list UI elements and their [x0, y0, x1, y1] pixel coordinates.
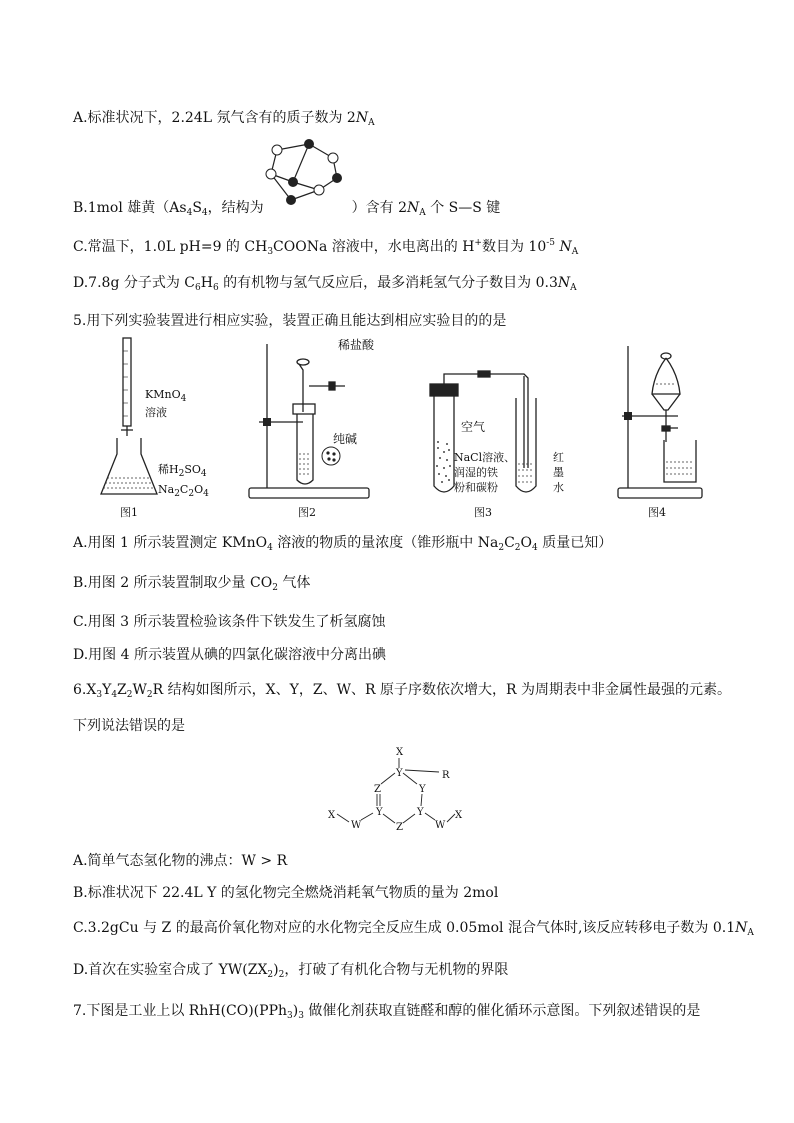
label-text: O	[194, 483, 204, 496]
option-4c	[73, 233, 578, 262]
stem-text: 7.下图是工业上以 RhH(CO)(PPh	[73, 1003, 288, 1019]
option-text: ，打破了有机化合物与无机物的界限	[284, 962, 509, 978]
option-text: 个 S—S 键	[430, 200, 501, 216]
option-5c: C.用图 3 所示装置检验该条件下铁发生了析氢腐蚀	[73, 614, 386, 630]
svg-text:X: X	[455, 810, 463, 821]
subscript: 4	[203, 489, 209, 499]
label-text: 水	[553, 481, 564, 494]
option-6d	[73, 960, 508, 985]
subscript: 6	[195, 283, 201, 293]
fig1-label-kmno4	[145, 388, 186, 420]
stem-text: 做催化剂获取直链醛和醇的催化循环示意图。下列叙述错误的是	[303, 1003, 701, 1019]
na-symbol: N	[355, 110, 369, 126]
option-text: B.用图 2 所示装置制取少量 CO	[73, 575, 273, 591]
label-text: C	[179, 483, 189, 496]
subscript: 4	[186, 208, 193, 218]
na-symbol: N	[735, 920, 748, 936]
na-symbol: N	[559, 239, 572, 255]
svg-text:X: X	[328, 810, 336, 821]
svg-text:Z: Z	[374, 784, 381, 795]
option-text: C.常温下，1.0L pH=9 的 CH	[73, 239, 268, 255]
subscript: 2	[514, 543, 521, 553]
fig3-label-air: 空气	[461, 420, 486, 434]
na-subscript: A	[368, 118, 375, 128]
svg-text:Y: Y	[376, 807, 383, 818]
fig4-caption: 图4	[648, 506, 666, 519]
svg-text:Y: Y	[419, 784, 426, 795]
figure-4-separatory-funnel	[612, 344, 712, 502]
subscript: 4	[201, 208, 208, 218]
subscript: 4	[532, 543, 538, 553]
option-5d: D.用图 4 所示装置从碘的四氯化碳溶液中分离出碘	[73, 647, 386, 663]
fig1-caption: 图1	[120, 506, 138, 519]
subscript: 2	[146, 690, 153, 700]
option-text: 的有机物与氢气反应后，最多消耗氢气分子数目为 0.3	[218, 275, 558, 291]
na-subscript: A	[571, 247, 579, 257]
stem-text: Z	[117, 682, 127, 698]
subscript: 4	[200, 469, 207, 479]
option-text: 质量已知）	[537, 535, 613, 551]
question-6-stem	[73, 680, 731, 705]
option-text: C.3.2gCu 与 Z 的最高价氧化物对应的水化物完全反应生成 0.05mol 混合气体时,该反应转移电子数为 0.1	[73, 920, 736, 936]
subscript: 3	[267, 247, 274, 257]
label-text: NaCl溶液、	[454, 451, 516, 464]
option-text: ）含有 2	[351, 200, 407, 216]
option-text: 数目为 10	[481, 239, 547, 255]
label-text: 红	[553, 451, 564, 464]
label-text: KMnO	[145, 388, 181, 401]
stem-text: )	[292, 1003, 299, 1019]
fig2-label-acid: 稀盐酸	[338, 338, 375, 352]
svg-text:X: X	[396, 747, 404, 758]
question-7-stem	[73, 1001, 700, 1026]
subscript: 6	[212, 283, 219, 293]
option-text: 溶液的物质的量浓度（锥形瓶中 Na	[272, 535, 499, 551]
option-text: C	[504, 535, 515, 551]
option-6b: B.标准状况下 22.4L Y 的氢化物完全燃烧消耗氧气物质的量为 2mol	[73, 885, 499, 901]
superscript: +	[474, 238, 482, 248]
fig3-caption: 图3	[474, 506, 492, 519]
option-4a	[73, 108, 375, 133]
svg-text:R: R	[442, 770, 450, 781]
label-text: 稀H	[158, 463, 179, 476]
subscript: 2	[126, 690, 133, 700]
option-text: S	[192, 200, 202, 216]
stem-text: R 结构如图所示，X、Y，Z、W、R 原子序数依次增大，R 为周期表中非金属性最强的元素。	[152, 682, 731, 698]
svg-text:Z: Z	[396, 822, 403, 833]
option-6c	[73, 918, 754, 943]
question-5-stem: 5.用下列实验装置进行相应实验，装置正确且能达到相应实验目的的是	[73, 313, 507, 329]
question-6-stem-2: 下列说法错误的是	[73, 718, 185, 734]
subscript: 2	[178, 469, 185, 479]
subscript: 2	[498, 543, 505, 553]
label-text: 润湿的铁	[454, 466, 498, 479]
stem-text: Y	[102, 682, 112, 698]
fig3-label-ink	[553, 450, 564, 495]
option-4d	[73, 273, 577, 298]
subscript: 4	[267, 543, 273, 553]
option-text: COONa 溶液中，水电离出的 H	[273, 239, 475, 255]
svg-text:Y: Y	[396, 768, 403, 779]
option-text: 气体	[277, 575, 311, 591]
subscript: 3	[287, 1011, 293, 1021]
subscript: 4	[180, 394, 187, 404]
stem-text: W	[132, 682, 147, 698]
option-text: A.用图 1 所示装置测定 KMnO	[73, 535, 268, 551]
label-text: SO	[184, 463, 201, 476]
option-text: D.首次在实验室合成了 YW(ZX	[73, 962, 268, 978]
option-text: ，结构为	[207, 200, 264, 216]
option-5a	[73, 533, 612, 558]
label-text: 溶液	[145, 406, 167, 419]
option-text: H	[200, 275, 213, 291]
figure-2-gas-generator	[245, 342, 375, 502]
na-symbol: N	[557, 275, 571, 291]
subscript: 2	[267, 970, 274, 980]
option-text: A.标准状况下，2.24L 氖气含有的质子数为 2	[73, 110, 356, 126]
svg-text:W: W	[351, 820, 362, 831]
option-text: )	[273, 962, 279, 978]
option-text: D.7.8g 分子式为 C	[73, 275, 196, 291]
subscript: 2	[278, 970, 285, 980]
option-6a: A.简单气态氢化物的沸点：W > R	[73, 853, 288, 869]
na-subscript: A	[570, 283, 577, 293]
fig2-label-base: 纯碱	[333, 432, 358, 446]
superscript: -5	[546, 238, 556, 248]
label-text: 粉和碳粉	[454, 481, 498, 494]
option-4b	[73, 198, 500, 223]
subscript: 4	[111, 690, 118, 700]
label-text: 墨	[553, 466, 564, 479]
na-symbol: N	[407, 200, 420, 216]
label-text: Na	[158, 483, 175, 496]
option-text: B.1mol 雄黄（As	[73, 200, 187, 216]
stem-text: 6.X	[73, 682, 97, 698]
svg-text:W: W	[435, 820, 446, 831]
na-subscript: A	[747, 928, 754, 938]
subscript: 3	[96, 690, 103, 700]
question-6-ring-structure	[325, 746, 475, 840]
subscript: 2	[174, 489, 180, 499]
fig1-label-reagents	[158, 462, 209, 502]
na-subscript: A	[419, 208, 426, 218]
option-text: O	[520, 535, 533, 551]
subscript: 2	[188, 489, 195, 499]
subscript: 2	[272, 583, 278, 593]
svg-text:Y: Y	[417, 807, 424, 818]
fig2-caption: 图2	[298, 506, 316, 519]
subscript: 3	[298, 1011, 304, 1021]
option-5b	[73, 573, 310, 598]
fig3-label-salt	[454, 450, 515, 495]
